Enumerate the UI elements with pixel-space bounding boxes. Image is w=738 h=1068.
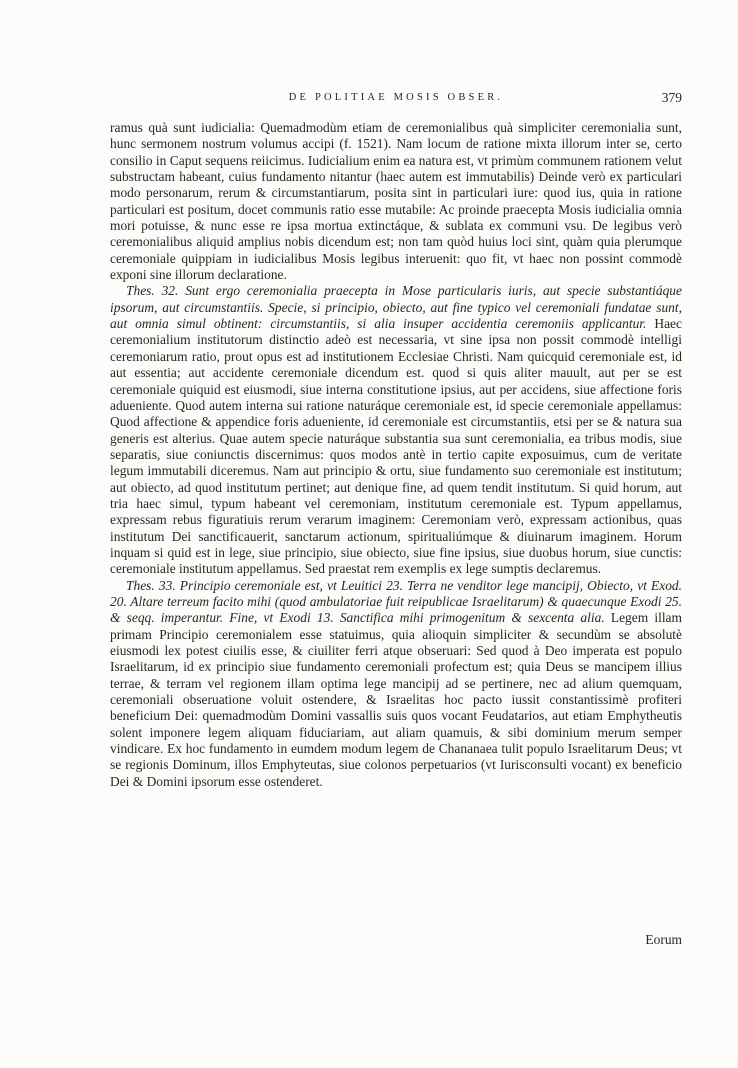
text-segment: Haec ceremonialium institutorum distinctio adeò est necessaria, vt sine ipsa non possit commodè intelligi ceremoniarum ratio, prout opus est ad institutionem Ecclesiae Christi. Nam quicquid ceremoniale est, id aut essentia; aut accidente ceremoniale dicendum est. quod si quis aliter mauult, aut per se est ceremoniale quiquid est eiusmodi, siue interna constitutione ipsius, aut per accidens, siue affectione foris adueniente. Quod autem interna sui ratione naturáque ceremoniale est, id specie ceremoniale appellamus: Quod affectione & appendice foris adueniente, id ceremoniale est circumstantiis, etsi per se & natura sua generis est alterius. Quae autem specie naturáque substantia sua sunt ceremonialia, ea tribus modis, siue separatis, siue coniunctis discernimus: quos modos antè in tertio capite exposuimus, cum de veritate legum immutabili diceremus. Nam aut principio & ortu, siue fundamento suo ceremoniale est institutum; aut obiecto, ad quod institutum pertinet; aut denique fine, ad quem tendit institutum. Si quid horum, aut tria haec simul, typum habeant vel ceremoniam, institutum ceremoniale est. Typum appellamus, expressam rebus figuratiuis rerum verarum imaginem: Ceremoniam verò, expressam actionibus, quas institutum Dei sanctificauerit, sanctarum actionum, spiritualiúmque & diuinarum imaginem. Horum inquam si quid est in lege, siue principio, siue obiecto, siue fine ipsius, siue duobus horum, siue cunctis: ceremoniale institutum appellamus. Sed praestat rem exemplis ex lege sumptis declaremus. [110,316,682,577]
text-segment: ramus quà sunt iudicialia: Quemadmodùm etiam de ceremonialibus quà simpliciter ceremonialia sunt, hunc sermonem nostrum volumus accipi (f. 1521). Nam locum de ratione mixta illorum inter se, certo consilio in Caput sequens reiicimus. Iudicialium enim ea natura est, vt primùm communem rationem velut substructam habeant, cuius fundamento nitantur (haec autem est immutabilis) Deinde verò ex particulari modo personarum, rerum & circumstantiarum, posita sint in particulari iure: quod ius, quia in ratione particulari est positum, docet communis ratio esse mutabile: Ac proinde praecepta Mosis iudicialia omnia mori potuisse, & nunc esse re ipsa mortua extinctáque, & sublata ex communi vsu. De legibus verò ceremonialibus aliquid amplius nobis dicendum est; non tam quòd huius loci sint, quàm quia plerumque ceremoniale quippiam in iudicialibus Mosis legibus interuenit: quo fit, vt haec non possint commodè exponi sine illorum declaratione. [110,120,682,283]
italic-text-segment: Thes. 32. Sunt ergo ceremonialia praecepta in Mose particularis iuris, aut specie substantiáque ipsorum, aut circumstantiis. Specie, si principio, obiecto, aut fine typico vel ceremoniali fundatae sunt, aut omnia simul obtinent: circumstantiis, si alia insuper accidentia ceremoniis applicantur. [110,283,682,332]
paragraph-1 [110,120,682,283]
paragraph-thesis-33 [110,578,682,790]
page-header [110,90,682,108]
paragraph-thesis-32 [110,283,682,577]
catchword: Eorum [645,932,682,947]
italic-text-segment: Thes. 33. Principio ceremoniale est, vt Leuitici 23. Terra ne venditor lege mancipij, Obiecto, vt Exod. 20. Altare terreum facito mihi (quod ambulatoriae fuit reipublicae Israelitarum) & quaecunque Exodi 25. & seqq. imperantur. Fine, vt Exodi 13. Sanctifica mihi primogenitum & sexcenta alia. [110,577,682,626]
body-text [110,120,682,790]
running-head: DE POLITIAE MOSIS OBSER. [288,92,504,103]
page-number: 379 [661,90,682,105]
text-segment: Legem illam primam Principio ceremonialem esse statuimus, quia alioquin simpliciter & secundùm se absolutè eiusmodi lex potest ciuilis esse, & ciuiliter ferri atque obseruari: Sed quod à Deo imperata est populo Israelitarum, id ex principio siue fundamento ceremoniali profectum est; quia Deus se mancipem illius terrae, & terram vel regionem illam optima lege mancipij ad se pertinere, nec ad alium quemquam, ceremoniali obseruatione voluit ostendere, & Israelitas hoc pacto iussit constantissimè profiteri beneficium Dei: quemadmodùm Domini vassallis suis quos vocant Feudatarios, aut etiam Emphytheutis solent imponere legem aliquam fiduciariam, aut aliam quamuis, & sibi dominium merum semper vindicare. Ex hoc fundamento in eumdem modum legem de Chananaea tulit populo Israelitarum Deus; vt se regionis Dominum, illos Emphyteutas, siue colonos perpetuarios (vt Iurisconsulti vocant) ex beneficio Dei & Domini ipsorum esse ostenderet. [110,610,682,789]
